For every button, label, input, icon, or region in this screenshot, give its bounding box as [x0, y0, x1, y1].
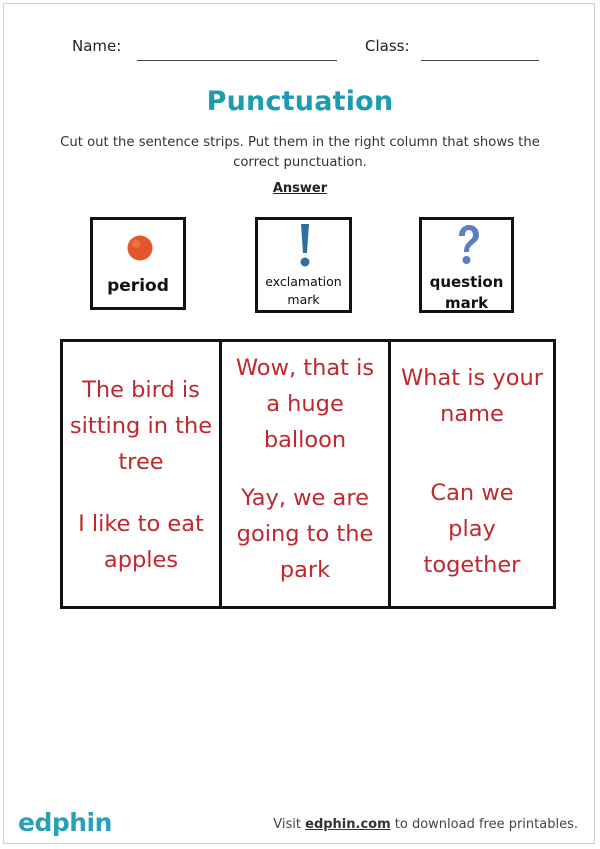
- column-period: [63, 342, 219, 606]
- sentence-line: a huge: [266, 391, 344, 417]
- card-period-label: period: [107, 276, 169, 296]
- sentence-line: The bird is: [82, 377, 200, 403]
- sentence-line: What is your: [401, 365, 543, 391]
- card-question-line2: mark: [444, 294, 489, 312]
- footer-suffix: to download free printables.: [390, 817, 578, 832]
- card-exclamation-line1: exclamation: [265, 274, 342, 289]
- column-exclamation: [222, 342, 388, 606]
- sentence-line: together: [423, 552, 521, 578]
- sentence-strip: [391, 360, 553, 432]
- footer-prefix: Visit: [273, 817, 306, 832]
- sentence-line: sitting in the: [69, 413, 213, 439]
- sentence-line: tree: [118, 449, 164, 475]
- card-exclamation: [255, 217, 352, 313]
- sentence-line: Wow, that is: [235, 355, 375, 381]
- edphin-logo[interactable]: edphin: [18, 808, 112, 837]
- sentence-strip: [391, 475, 553, 583]
- sentence-line: park: [279, 557, 331, 583]
- sentence-strip: [222, 350, 388, 458]
- card-question: [419, 217, 514, 313]
- card-question-line1: question: [429, 273, 504, 291]
- sentence-line: name: [440, 401, 504, 427]
- sentence-line: I like to eat: [78, 511, 204, 537]
- card-exclamation-label: [258, 273, 349, 309]
- column-question: [391, 342, 553, 606]
- name-line: [137, 60, 337, 61]
- worksheet-title: Punctuation: [206, 86, 394, 117]
- sentence-line: going to the: [236, 521, 374, 547]
- answer-table: [60, 339, 556, 609]
- exclamation-mark-icon: [298, 223, 312, 269]
- class-line: [421, 60, 539, 61]
- footer-link[interactable]: edphin.com: [305, 817, 391, 832]
- question-mark-icon: [453, 224, 483, 266]
- sentence-strip: [222, 480, 388, 588]
- card-exclamation-line2: mark: [287, 292, 320, 307]
- sentence-line: Can we: [430, 480, 514, 506]
- sentence-line: balloon: [263, 427, 347, 453]
- card-question-label: [422, 272, 511, 314]
- period-dot-icon: [126, 234, 154, 262]
- instructions: Cut out the sentence strips. Put them in the right column that shows the correct punctuation.: [60, 135, 540, 170]
- footer-text: [273, 817, 578, 832]
- class-label: Class:: [365, 37, 410, 55]
- sentence-strip: [63, 372, 219, 480]
- sentence-line: play: [448, 516, 496, 542]
- card-period: [90, 217, 186, 310]
- sentence-line: Yay, we are: [241, 485, 369, 511]
- answer-label: Answer: [272, 181, 328, 196]
- name-label: Name:: [72, 37, 122, 55]
- sentence-line: apples: [103, 547, 179, 573]
- sentence-strip: [63, 506, 219, 578]
